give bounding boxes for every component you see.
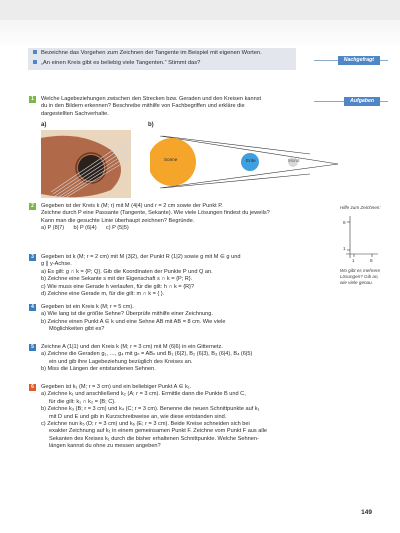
sun-earth-moon-diagram <box>150 130 338 194</box>
task-subitem: Möglichkeiten gibt es? <box>49 326 105 333</box>
figure-a-label: a) <box>41 122 47 128</box>
task-text: Gegeben ist ein Kreis k (M; r = 5 cm). <box>41 304 134 310</box>
task-subitem: längen kannst du ohne zu messen angeben? <box>49 443 161 450</box>
task-subitem: d) Zeichne eine Gerade m, für die gilt: m ∩ k = { }. <box>41 291 165 298</box>
nachgefragt-item: Bezeichne das Vorgehen zum Zeichnen der Tangente im Beispiel mit eigenen Worten. <box>33 50 262 57</box>
task-5 <box>29 344 319 374</box>
mond-label: Mond <box>288 158 300 163</box>
task-text: Gegeben ist k₁ (M; r = 3 cm) und ein beliebiger Punkt A ∈ k₁. <box>41 384 192 390</box>
task-3 <box>29 254 319 298</box>
task-text: Zeichne A (1|1) und den Kreis k (M; r = 3 cm) mit M (6|6) in ein Gitternetz. <box>41 344 223 350</box>
task-number: 3 <box>29 254 36 261</box>
task-6 <box>29 384 319 451</box>
task-text: du in den Bildern erkennen? Beschreibe mithilfe von Fachbegriffen und erkläre die <box>41 103 245 110</box>
erde-label: Erde <box>246 158 256 163</box>
task-subitem: ein und gib ihre Lagebeziehung bezüglich des Kreises an. <box>49 358 193 365</box>
task-text: Zeichne durch P eine Passante (Tangente, Sekante). Wie viele Lösungen findest du jeweils? <box>41 210 270 217</box>
sonne-label: Sonne <box>164 157 178 162</box>
task-4 <box>29 304 319 334</box>
guitar-image <box>41 130 131 198</box>
page-number: 149 <box>361 509 372 516</box>
task-number: 4 <box>29 304 36 311</box>
nachgefragt-tab: Nachgefragt <box>338 56 380 65</box>
task-subitem: b) Zeichne eine Sekante s mit der Eigenschaft s ∩ k = {P; R}. <box>41 276 193 283</box>
task-parts: a) P (8|7) b) P (6|4) c) P (5|5) <box>41 225 129 232</box>
bullet-icon <box>33 60 37 64</box>
task-subitem: Sekanten des Kreises k₁ durch die bisher erhaltenen Schnittpunkte. Welche Sehnen- <box>49 435 259 442</box>
task-subitem: exakter Zeichnung auf k₁ in einem gemeinsamen Punkt F. Zeichne vom Punkt F aus alle <box>49 428 267 435</box>
task-subitem: b) Zeichne einen Punkt A ∈ k und eine Sehne AB mit AB = 8 cm. Wie viele <box>41 318 226 325</box>
task-text: Gegeben ist der Kreis k (M; r) mit M (4|4) und r = 2 cm sowie der Punkt P. <box>41 203 223 209</box>
nachgefragt-item: „An einen Kreis gibt es beliebig viele Tangenten.“ Stimmt das? <box>33 60 200 67</box>
task-number: 5 <box>29 344 36 351</box>
task-number: 6 <box>29 384 36 391</box>
task-text: dargestellten Sachverhalte. <box>41 110 109 117</box>
task-subitem: a) Zeichne k₁ und anschließend k₂ (A; r = 3 cm). Ermittle dann die Punkte B und C, <box>41 391 246 398</box>
task-subitem: mit D und E und gib in Kurzschreibweise an, wie diese entstanden sind. <box>49 413 227 420</box>
task-number: 1 <box>29 96 36 103</box>
task-subitem: c) Wie muss eine Gerade h verlaufen, für die gilt: h ∩ k = {R}? <box>41 283 195 290</box>
task-subitem: c) Zeichne nun k₅ (D; r = 3 cm) und k₆ (E; r = 3 cm). Beide Kreise schneiden sich bei <box>41 421 250 428</box>
task-number: 2 <box>29 203 36 210</box>
task-subitem: a) Zeichne die Geraden g₁, …, g₄ mit gₙ = ABₙ und B₁ (6|2), B₂ (6|3), B₃ (6|4), B₄ (6|5) <box>41 351 253 358</box>
task-subitem: a) Es gilt: g ∩ k = {P; Q}. Gib die Koordinaten der Punkte P und Q an. <box>41 268 213 275</box>
task-text: g ∥ y-Achse. <box>41 261 72 268</box>
task-subitem: für die gilt: k₁ ∩ k₂ = {B; C}. <box>49 398 116 405</box>
axis-label-1: 1 <box>343 246 346 251</box>
task-subitem: a) Wie lang ist die größte Sehne? Überprüfe mithilfe einer Zeichnung. <box>41 311 213 318</box>
coordinate-hint-diagram <box>342 214 382 266</box>
axis-label-1-x: 1 <box>352 258 355 263</box>
bullet-icon <box>33 50 37 54</box>
task-2 <box>29 203 319 233</box>
aufgaben-tab: Aufgaben <box>344 97 380 106</box>
task-text: Kann man die gesuchte Linie überhaupt zeichnen? Begründe. <box>41 217 195 224</box>
top-gradient <box>0 20 400 48</box>
top-bar <box>0 0 400 20</box>
figure-b-label: b) <box>148 122 154 128</box>
task-subitem: b) Miss die Längen der entstandenen Sehnen. <box>41 366 156 373</box>
side-note-text: Wo gibt es mehrere Lösungen? Gib an, wie viele genau. <box>340 268 381 285</box>
axis-label-8-x: 8 <box>370 258 373 263</box>
axis-label-8: 8 <box>343 220 346 225</box>
side-note-title: Hilfe zum Zeichnen: <box>340 205 381 210</box>
task-subitem: b) Zeichne k₃ (B; r = 3 cm) und k₄ (C; r = 3 cm). Benenne die neuen Schnittpunkte auf k₁ <box>41 406 260 413</box>
task-text: Welche Lagebeziehungen zwischen den Strecken bzw. Geraden und den Kreisen kannst <box>41 96 262 102</box>
task-text: Gegeben ist k (M; r = 2 cm) mit M (3|2), der Punkt R (1|2) sowie g mit M ∈ g und <box>41 254 241 260</box>
task-1 <box>29 96 319 118</box>
